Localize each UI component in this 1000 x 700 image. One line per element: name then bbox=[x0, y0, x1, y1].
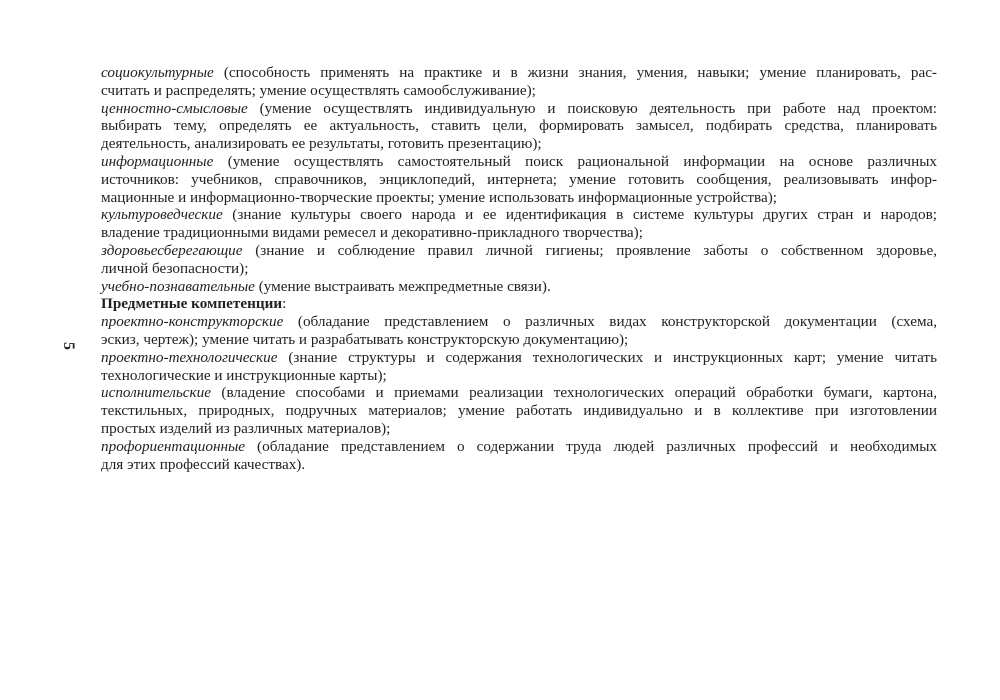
paragraph bbox=[101, 100, 937, 153]
term-description: (умение выстраивать межпредметные связи). bbox=[254, 277, 551, 295]
paragraph bbox=[101, 206, 937, 242]
term-label: проектно-технологические bbox=[101, 348, 278, 366]
term-label: культуроведческие bbox=[101, 206, 223, 224]
paragraph-line: деятельность, анализировать ее результаты, готовить презентацию); bbox=[101, 135, 542, 153]
term-label: проектно-конструкторские bbox=[101, 313, 284, 331]
term-label: исполнительские bbox=[101, 384, 211, 402]
section-heading-colon: : bbox=[282, 295, 287, 313]
term-label: учебно-познавательные bbox=[101, 277, 255, 295]
paragraph-line: источников: учебников, справочников, энциклопедий, интернета; умение готовить сообщения, реализовывать инфор- bbox=[101, 170, 937, 188]
paragraph-line bbox=[101, 438, 937, 456]
section-heading-line bbox=[101, 295, 937, 313]
term-label: здоровьесберегающие bbox=[101, 241, 243, 259]
paragraph-line: технологические и инструкционные карты); bbox=[101, 366, 387, 384]
term-description: (обладание представлением о содержании труда людей различных профессий и необходимых bbox=[245, 437, 937, 455]
paragraph-line: текстильных, природных, подручных материалов; умение работать индивидуально и в коллективе при изготовлении bbox=[101, 402, 937, 420]
paragraph-line: мационные и информационно-творческие проекты; умение использовать информационные устройства); bbox=[101, 188, 778, 206]
term-description: (умение осуществлять индивидуальную и поисковую деятельность при работе над проектом: bbox=[247, 99, 937, 117]
term-description: (знание структуры и содержания технологических и инструкционных карт; умение читать bbox=[277, 348, 937, 366]
term-description: (умение осуществлять самостоятельный поиск рациональной информации на основе различных bbox=[213, 152, 937, 170]
paragraph-line: эскиз, чертеж); умение читать и разрабатывать конструкторскую документацию); bbox=[101, 330, 629, 348]
term-label: ценностно-смысловые bbox=[101, 99, 248, 117]
paragraph-line bbox=[101, 242, 937, 260]
term-label: профориентационные bbox=[101, 437, 246, 455]
paragraph-line bbox=[101, 100, 937, 118]
paragraph bbox=[101, 384, 937, 437]
paragraph bbox=[101, 153, 937, 206]
paragraph-line bbox=[101, 384, 937, 402]
paragraph bbox=[101, 242, 937, 278]
term-description: (обладание представлением о различных видах конструкторской документации (схема, bbox=[283, 313, 937, 331]
paragraph-line: простых изделий из различных материалов); bbox=[101, 419, 391, 437]
term-label: социокультурные bbox=[101, 64, 214, 81]
paragraph bbox=[101, 349, 937, 385]
paragraph bbox=[101, 438, 937, 474]
paragraph-line: владение традиционными видами ремесел и декоративно-прикладного творчества); bbox=[101, 224, 643, 242]
paragraph bbox=[101, 313, 937, 349]
section-heading: Предметные компетенции bbox=[101, 295, 283, 313]
paragraph-line: личной безопасности); bbox=[101, 259, 249, 277]
term-description: (знание и соблюдение правил личной гигиены; проявление заботы о собственном здоровье, bbox=[242, 241, 937, 259]
paragraph-line bbox=[101, 64, 937, 82]
paragraph-line bbox=[101, 206, 937, 224]
term-description: (способность применять на практике и в жизни знания, умения, навыки; умение планировать, рас- bbox=[213, 64, 937, 81]
term-description: (знание культуры своего народа и ее идентификация в системе культуры других стран и народов; bbox=[222, 206, 937, 224]
paragraph bbox=[101, 278, 937, 296]
term-description: (владение способами и приемами реализации технологических операций обработки бумаги, картона, bbox=[210, 384, 937, 402]
paragraph-line bbox=[101, 313, 937, 331]
page-number: 5 bbox=[60, 342, 77, 350]
paragraph-line bbox=[101, 349, 937, 367]
paragraph-line: для этих профессий качествах). bbox=[101, 455, 306, 473]
term-label: информационные bbox=[101, 152, 214, 170]
paragraph-line bbox=[101, 278, 937, 296]
paragraph-line: выбирать тему, определять ее актуальность, ставить цели, формировать замысел, подбирать средства, планировать bbox=[101, 117, 937, 135]
paragraph-line bbox=[101, 153, 937, 171]
paragraph-line: считать и распределять; умение осуществлять самообслуживание); bbox=[101, 81, 536, 99]
paragraph bbox=[101, 64, 937, 100]
text-body bbox=[101, 64, 937, 473]
